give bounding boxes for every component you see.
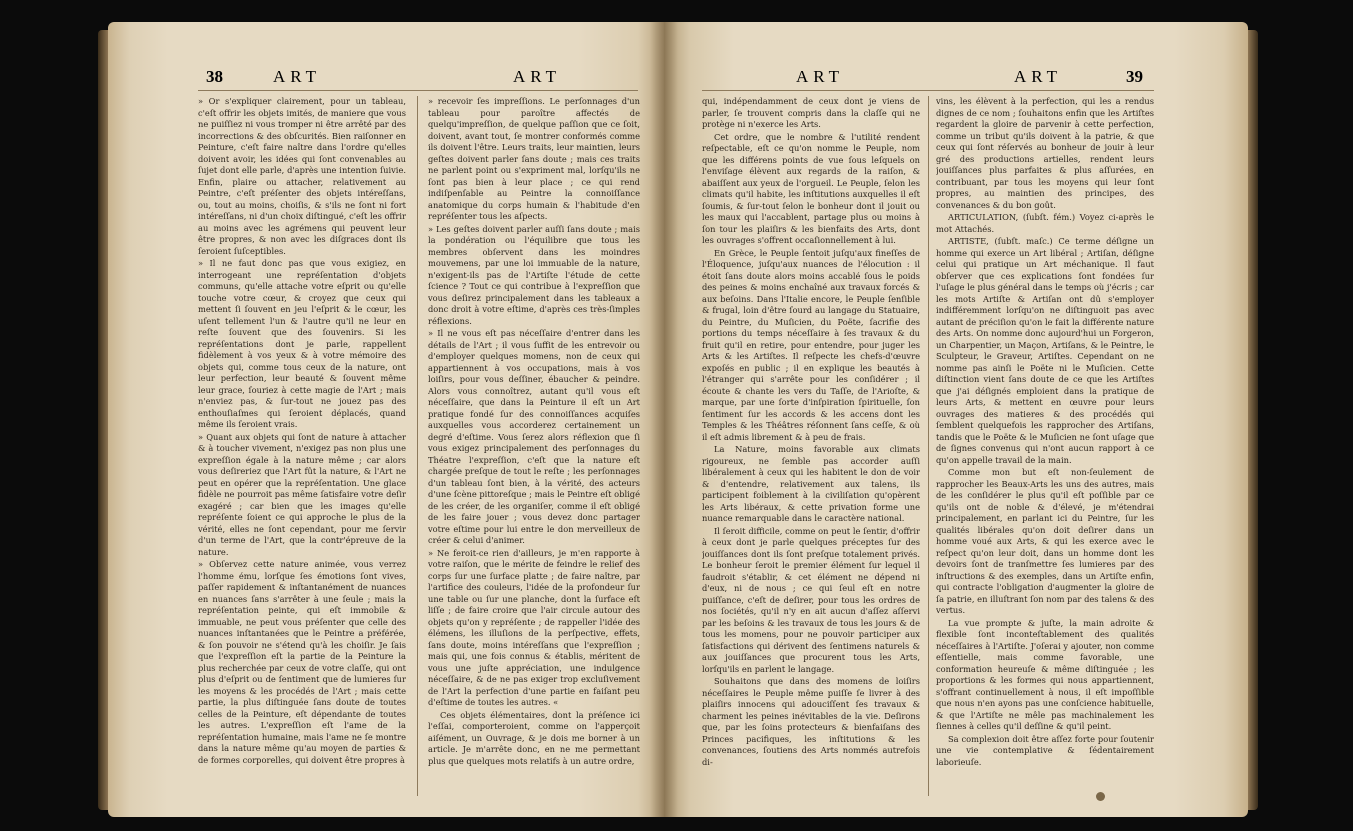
right-page-edge: [1248, 30, 1258, 810]
ornament-dot: [1096, 792, 1105, 801]
right-header-rule: [702, 90, 1154, 91]
left-column-2: [428, 96, 640, 801]
paragraph: qui, indépendamment de ceux dont je viens de parler, ſe trouvent compris dans la claſſe qui ne protège ni n'exerce les Arts.: [702, 96, 920, 129]
paragraph: » Quant aux objets qui ſont de nature à attacher & à toucher vivement, n'exigez pas non plus une expreſſion égale à la nature même ; car alors vous deſireriez que l'Art fût la nature, & l'Art ne peut en opérer que la repréſentation. Une glace fidèle ne pourroit pas même ſatisfaire votre deſir exagéré ; car bien que les images qu'elle repréſente ſoient ce qui approche le plus de la vérité, elles ne ſont cependant, pour me ſervir d'un terme de l'Art, que la contr'épreuve de la nature.: [198, 431, 406, 557]
paragraph: Cet ordre, que le nombre & l'utilité rendent reſpectable, eſt ce qu'on nomme le Peuple, nom que les différens points de vue ſous leſquels on l'enviſage élèvent aux regards de la raiſon, & abaiſſent aux yeux de l'orgueil. Le Peuple, ſelon les climats qu'il habite, les inſtitutions auxquelles il eſt ſoumis, & ſur-tout ſelon le bonheur dont il jouit ou les maux qui l'accablent, partage plus ou moins à ſon tour les plaiſirs & les bienfaits des Arts, dont les ouvrages s'offrent occaſionnellement à lui.: [702, 131, 920, 245]
left-column-1: [198, 96, 406, 801]
paragraph: vins, les élèvent à la perfection, qui les a rendus dignes de ce nom ; ſouhaitons enfin que les Artiſtes regardent la gloire de parvenir à cette perfection, comme un tribut qu'ils doivent à la patrie, & que ceux qui ſont réſervés au bonheur de jouir à leur gré des productions artielles, rendent leurs jouiſſances plus parfaites & plus aſſurées, en contribuant, par tous les moyens qui leur ſont propres, au maintien des principes, des convenances & du bon goût.: [936, 96, 1154, 210]
left-running-head-1: ART: [273, 67, 321, 86]
left-page-number: 38: [206, 67, 223, 86]
paragraph: Souhaitons que dans des momens de loiſirs néceſſaires le Peuple même puiſſe ſe livrer à des plaiſirs innocens qui adouciſſent ſes travaux & charment les peines inévitables de la vie. Deſirons que, par les ſoins protecteurs & bienfaiſans des Princes pacifiques, les inſtitutions & les convenances, ſoutiens des Arts nommés autrefois di-: [702, 676, 920, 767]
paragraph: Ces objets élémentaires, dont la préſence ici l'eſſai, comporteroient, comme on l'apperçoit aiſément, un Ouvrage, & je dois me borner à un article. Je m'arrête donc, en ne me permettant plus que quelques mots relatifs à un autre ordre,: [428, 709, 640, 766]
left-page: [108, 22, 664, 817]
right-column-divider: [928, 96, 929, 796]
paragraph: » recevoir ſes impreſſions. Le perſonnages d'un tableau pour paroître affectés de quelqu'impreſſion, de quelque paſſion que ce ſoit, doivent, avant tout, ſe montrer conformés comme ils doivent l'être. Leurs traits, leur maintien, leurs geſtes doivent parler ſans doute ; mais ces traits ne parlent point ou s'expriment mal, lorſqu'ils ne ſont pas bien à leur place ; ce qui rend indiſpenſable au Peintre la connoiſſance anatomique du corps humain & l'habitude d'en repréſenter tous les aſpects.: [428, 96, 640, 221]
paragraph: » Il ne vous eſt pas néceſſaire d'entrer dans les détails de l'Art ; il vous ſuffit de les entrevoir ou d'employer quelques momens, non de ceux qui appartiennent à vos occupations, mais à vos loiſirs, pour vous deſſiner, ébaucher & peindre. Alors vous connoîtrez, autant qu'il vous eſt néceſſaire, que dans la Peinture il eſt un Art pratique fondé ſur des connoiſſances acquiſes auxquelles vous accorderez certainement un degré d'eſtime. Vous ſerez alors réflexion que ſi vous exigez principalement des perſonnages du Théatre l'expreſſion, c'eſt que la nature eſt chargée preſque de tout le reſte ; les perſonnages d'un tableau ſont bien, à la vérité, des acteurs d'une ſcène pittoreſque ; mais le Peintre eſt obligé de les créer, de les organiſer, comme il eſt obligé de les faire jouer ; vous devez donc partager votre eſtime pour lui entre le don merveilleux de créer & celui d'animer.: [428, 328, 640, 545]
right-page-number: 39: [1126, 67, 1143, 86]
paragraph: » Obſervez cette nature animée, vous verrez l'homme ému, lorſque ſes émotions ſont vives, paſſer rapidement & inſtantanément de nuances en nuances ſans s'arrêter à une ſeule ; mais la repréſentation peinte, qui eſt immobile & immuable, ne peut vous préſenter que celle des nuances inſtantanées que le Peintre a préférée, & ſon pouvoir ne s'étend qu'à les choiſir. Je ſais que l'expreſſion eſt la partie de la Peinture la plus recherchée par ceux de votre claſſe, qui ont plus d'eſprit ou de ſentiment que de lumieres ſur les moyens & les procédés de l'Art ; mais cette partie, la plus diſtinguée ſans doute de toutes celles de la Peinture, eſt dépendante de toutes les autres. L'expreſſion eſt l'ame de la repréſentation humaine, mais l'ame ne ſe montre dans la nature même qu'au moyen de parties & de formes corporelles, qui doivent être propres à: [198, 559, 406, 765]
right-page: [664, 22, 1248, 817]
left-page-edge: [98, 30, 108, 810]
paragraph: En Grèce, le Peuple ſentoit juſqu'aux fineſſes de l'Éloquence, juſqu'aux nuances de l'élocution : il étoit ſans doute alors moins accablé ſous le poids des peines & moins enchaîné aux travaux forcés & aux beſoins. Dans l'Italie encore, le Peuple ſenſible & frugal, loin d'être ſourd au langage du Statuaire, du Peintre, du Muſicien, du Poëte, ſacrifie des portions du temps néceſſaire à ſes travaux & du fruit qu'il en retire, pour entendre, pour juger les Arts & les Artiſtes. Il reſpecte les chefs-d'œuvre expoſés en public ; il en explique les beautés à l'étranger qui s'arrête pour les conſidérer ; il écoute & chante les vers du Taſſe, de l'Arioſte, & marque, par une ſorte d'inſpiration ſpirituelle, ſon ſentiment ſur les accords & les accens dont les Temples & les Théâtres réſonnent ſans ceſſe, & où il eſt admis librement & à peu de frais.: [702, 247, 920, 442]
paragraph: » Ne feroit-ce rien d'ailleurs, je m'en rapporte à votre raiſon, que le mérite de feindre le relief des corps ſur une ſurface platte ; de faire naître, par l'artifice des couleurs, l'idée de la profondeur ſur une table ou ſur une planche, dont la ſurface eſt liſſe ; de faire croire que l'air circule autour des objets qu'on y repréſente ; de rappeller l'idée des élémens, les illuſions de la perſpective, effets, ſans doute, moins intéreſſans que l'expreſſion ; mais qui, une fois connus & établis, méritent de vous une juſte appréciation, une indulgence néceſſaire, & de ne pas exiger trop excluſivement de l'Art la perfection d'une partie en faiſant peu d'eſtime de toutes les autres. «: [428, 547, 640, 707]
paragraph: » Les geſtes doivent parler auſſi ſans doute ; mais la pondération ou l'équilibre que tous les membres obſervent dans les moindres mouvemens, par une loi immuable de la nature, n'exigent-ils pas de l'Artiſte l'étude de cette ſcience ? Tout ce qui contribue à l'expreſſion que vous deſirez principalement dans les tableaux a donc droit à votre eſtime, d'après ces très-ſimples réflexions.: [428, 223, 640, 326]
paragraph: » Il ne faut donc pas que vous exigiez, en interrogeant une repréſentation d'objets communs, qu'elle attache votre eſprit ou qu'elle touche votre cœur, & croyez que ceux qui mettent ſi ſouvent en jeu l'eſprit & le cœur, les uſent tellement l'un & l'autre qu'il ne leur en reſte ſouvent que des ſouvenirs. Si les repréſentations dont je parle, rappellent fidèlement à vos yeux & à votre mémoire des objets qui, comme tous ceux de la nature, ont leur perfection, leur beauté & ſouvent même leur grace, ſouriez à cette magie de l'Art ; mais n'enviez pas, & ſur-tout ne jouez pas des enthouſiaſmes qui ſeroient déplacés, quand même ils ſeroient vrais.: [198, 258, 406, 429]
right-column-1: [702, 96, 920, 801]
paragraph: Il ſeroit difficile, comme on peut le ſentir, d'offrir à ceux dont je parle quelques préceptes ſur des jouiſſances dont ils ſont preſque totalement privés. Le bonheur ſeroit le premier élément ſur lequel il faudroit s'établir, & cet élément ne dépend ni d'eux, ni de nous ; ce qui ſeul eſt en notre puiſſance, c'eſt de deſirer, pour tous les ordres de nos ſociétés, qu'il n'y en ait aucun d'aſſez aſſervi par les beſoins & les travaux de tous les jours & de tous les momens, pour ne pouvoir participer aux ſatisfactions qui dérivent des ſentimens naturels & aux jouiſſances que procurent tous les Arts, lorſqu'ils en parlent le langage.: [702, 525, 920, 674]
paragraph: » Or s'expliquer clairement, pour un tableau, c'eſt offrir les objets imités, de maniere que vous ne puiſſiez ni vous tromper ni être arrêté par des incorrections & des obſcurités. Bien raiſonner en Peinture, c'eſt faire naître dans l'ordre qu'elles doivent avoir, les idées qui ſont convenables au ſujet dont elle parle, d'après une intention ſuivie. Enfin, plaire ou attacher, relativement au Peintre, c'eſt préſenter des objets intéreſſans, ou, tout au moins, choiſis, & s'ils ne ſont ni fort intéreſſans, ni d'un choix diſtingué, c'eſt les offrir au moins avec les agrémens qui peuvent leur être propres, & non avec les diſgraces dont ils ſeroient ſuſceptibles.: [198, 96, 406, 256]
paragraph: ARTISTE, (ſubſt. maſc.) Ce terme déſigne un homme qui exerce un Art libéral ; Artiſan, déſigne celui qui pratique un Art méchanique. Il faut obſerver que ces explications ſont fondées ſur l'uſage le plus général dans le temps où j'écris ; car les mots Artiſte & Artiſan ont dû s'employer indifféremment lorſqu'on ne diſtinguoit pas avec autant de préciſion qu'on le fait la différente nature des Arts. On nomme donc aujourd'hui un Forgeron, un Charpentier, un Maçon, Artiſans, & le Peintre, le Sculpteur, le Graveur, Artiſtes. Cependant on ne nomme pas ainſi le Poëte ni le Muſicien. Cette diſtinction vient ſans doute de ce que les Artiſtes que j'ai déſignés emploient dans la pratique de leurs Arts, & mettent en œuvre pour leurs ouvrages des matieres & des procédés qui ſemblent quelquefois les rapprocher des Artiſans, tandis que le Poëte & le Muſicien ne ſont uſage que de ſignes convenus qui n'ont aucun rapport à ce qu'on appelle travail de la main.: [936, 236, 1154, 465]
left-running-head-2: ART: [513, 67, 561, 86]
paragraph: Sa complexion doit être aſſez forte pour ſoutenir une vie contemplative & ſédentairement laborieuſe.: [936, 733, 1154, 767]
paragraph: ARTICULATION, (ſubſt. fém.) Voyez ci-après le mot Attachés.: [936, 212, 1154, 234]
left-header-rule: [198, 90, 638, 91]
right-column-2: [936, 96, 1154, 801]
paragraph: La vue prompte & juſte, la main adroite & flexible ſont inconteſtablement des qualités néceſſaires à l'Artiſte. J'oſerai y ajouter, non comme eſſentielle, mais comme favorable, une conformation heureuſe & même diſtinguée ; les proportions & les formes qui nous appartiennent, s'offrant continuellement à nous, il eſt impoſſible que nous n'en ayons pas une conſcience habituelle, & que l'Artiſte ne mêle pas machinalement les ſiennes à celles qu'il deſſine & qu'il peint.: [936, 617, 1154, 731]
paragraph: La Nature, moins favorable aux climats rigoureux, ne ſemble pas accorder auſſi libéralement à ceux qui les habitent le don de voir & d'entendre, relativement aux talens, ils participent foiblement à la civiliſation qu'opèrent les Arts libéraux, & cette privation forme une nuance remarquable dans le caractère national.: [702, 444, 920, 523]
right-running-head-1: ART: [796, 67, 844, 86]
paragraph: Comme mon but eſt non-ſeulement de rapprocher les Beaux-Arts les uns des autres, mais de les conſidérer le plus qu'il eſt poſſible par ce qu'ils ont de noble & d'élevé, je m'étendrai principalement, en parlant ici du Peintre, ſur les qualités libérales qu'on doit deſirer dans un homme voué aux Arts, & qui les exerce avec le reſpect qu'on leur doit, dans un homme dont les devoirs ſont de tranſmettre ſes lumieres par des inſtructions & des exemples, dans un Artiſte enfin, qui contracte l'obligation d'augmenter la gloire de ſa patrie, en illuſtrant ſon nom par des talens & des vertus.: [936, 467, 1154, 615]
right-running-head-2: ART: [1014, 67, 1062, 86]
left-column-divider: [417, 96, 418, 796]
